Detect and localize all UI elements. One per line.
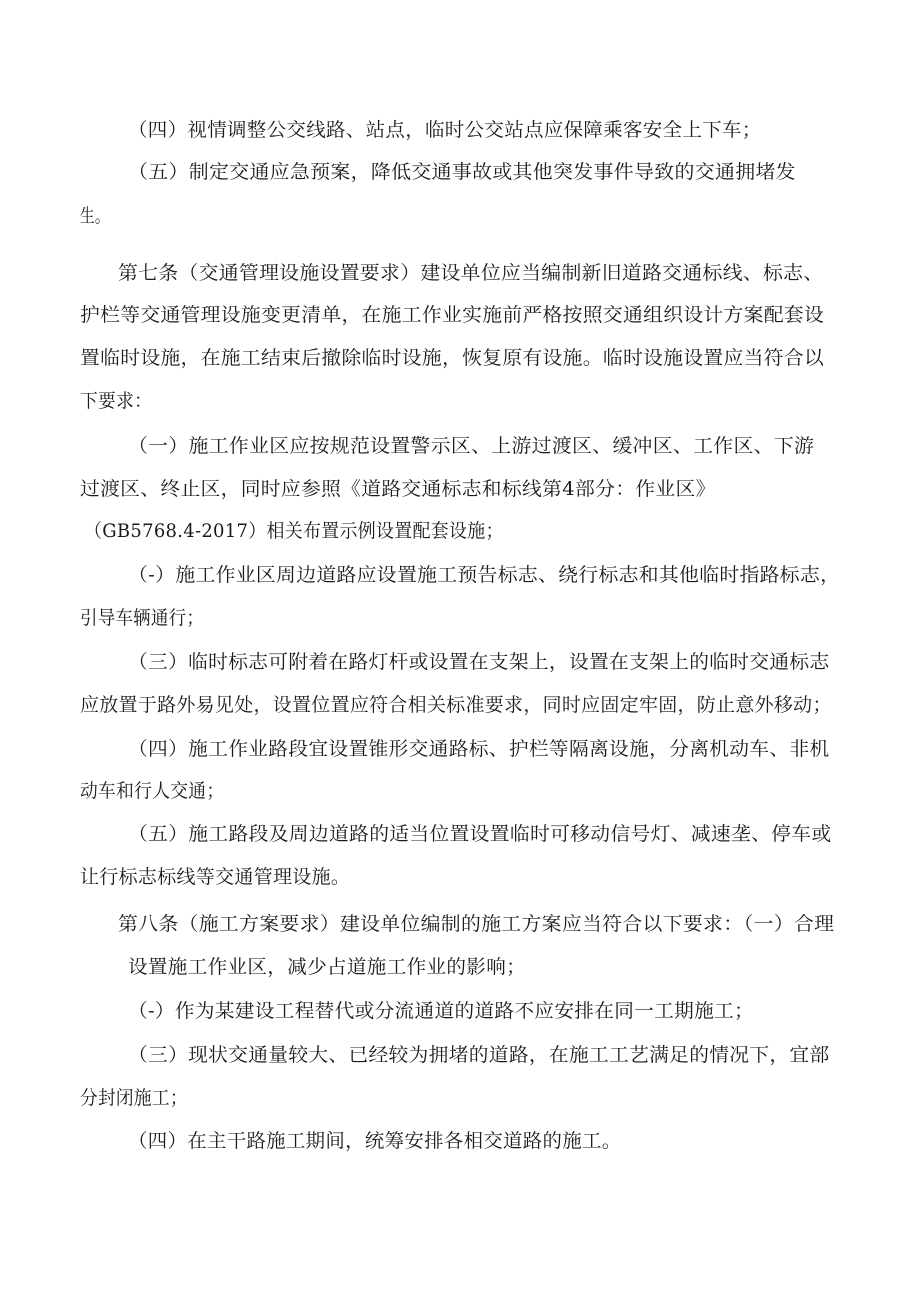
text-line: （GB5768.4-2017）相关布置示例设置配套设施； xyxy=(84,520,504,542)
text-line: （四）施工作业路段宜设置锥形交通路标、护栏等隔离设施，分离机动车、非机 xyxy=(128,738,830,760)
text-line: 护栏等交通管理设施变更清单，在施工作业实施前严格按照交通组织设计方案配套设 xyxy=(80,304,825,326)
text-line: 第八条（施工方案要求）建设单位编制的施工方案应当符合以下要求：（一）合理 xyxy=(118,913,835,935)
text-line: 分封闭施工； xyxy=(80,1087,188,1109)
text-line: 第七条（交通管理设施设置要求）建设单位应当编制新旧道路交通标线、标志、 xyxy=(118,262,824,284)
text-line: 下要求： xyxy=(80,390,153,412)
text-line: 生。 xyxy=(80,205,110,227)
text-line: （五）制定交通应急预案，降低交通事故或其他突发事件导致的交通拥堵发 xyxy=(128,161,796,183)
text-line: （三）临时标志可附着在路灯杆或设置在支架上，设置在支架上的临时交通标志 xyxy=(128,651,830,673)
text-line: （一）施工作业区应按规范设置警示区、上游过渡区、缓冲区、工作区、下游 xyxy=(128,435,815,457)
text-line: （四）在主干路施工期间，统筹安排各相交道路的施工。 xyxy=(128,1130,622,1152)
text-line: （三）现状交通量较大、已经较为拥堵的道路，在施工工艺满足的情况下，宜部 xyxy=(128,1044,830,1066)
text-line: （五）施工路段及周边道路的适当位置设置临时可移动信号灯、减速垄、停车或 xyxy=(128,823,832,845)
text-line: 过渡区、终止区，同时应参照《道路交通标志和标线第4部分：作业区》 xyxy=(80,478,716,500)
text-line: （-）施工作业区周边道路应设置施工预告标志、绕行标志和其他临时指路标志， xyxy=(128,564,841,586)
text-line: 应放置于路外易见处，设置位置应符合相关标准要求，同时应固定牢固，防止意外移动； xyxy=(80,694,832,716)
text-line: 置临时设施，在施工结束后撤除临时设施，恢复原有设施。临时设施设置应当符合以 xyxy=(80,347,825,369)
text-line: （四）视情调整公交线路、站点，临时公交站点应保障乘客安全上下车； xyxy=(128,119,762,141)
text-line: 设置施工作业区，减少占道施工作业的影响； xyxy=(128,956,527,978)
text-line: 引导车辆通行； xyxy=(80,607,205,629)
text-line: 动车和行人交通； xyxy=(80,780,225,802)
text-line: （-）作为某建设工程替代或分流通道的道路不应安排在同一工期施工； xyxy=(128,1000,755,1022)
text-line: 让行标志标线等交通管理设施。 xyxy=(80,866,351,888)
